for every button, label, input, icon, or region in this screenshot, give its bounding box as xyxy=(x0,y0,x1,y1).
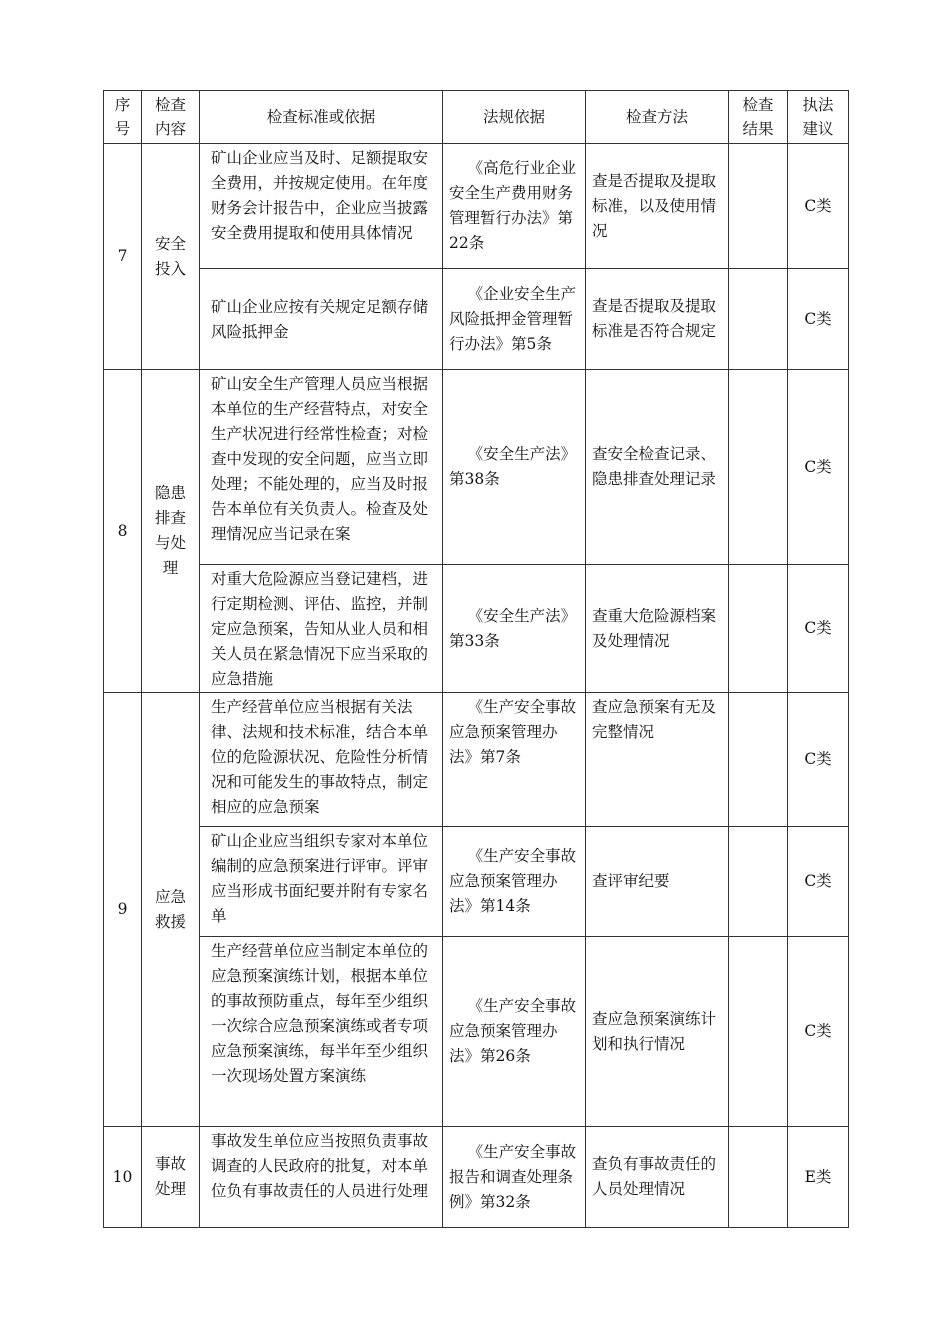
method-cell: 查是否提取及提取标准，以及使用情况 xyxy=(586,144,729,269)
table-row xyxy=(104,565,849,693)
table-row xyxy=(104,144,849,269)
table-row xyxy=(104,269,849,370)
content-cell: 事故处理 xyxy=(142,1127,200,1228)
inspection-table xyxy=(103,90,849,1228)
result-cell xyxy=(729,370,788,565)
standard-cell: 矿山企业应当及时、足额提取安全费用，并按规定使用。在年度财务会计报告中，企业应当披露安全费用提取和使用具体情况 xyxy=(200,144,443,269)
advice-cell: E类 xyxy=(788,1127,849,1228)
header-standard: 检查标准或依据 xyxy=(200,91,443,144)
content-cell: 应急救援 xyxy=(142,693,200,1127)
method-cell: 查是否提取及提取标准是否符合规定 xyxy=(586,269,729,370)
seq-cell: 8 xyxy=(104,370,142,693)
standard-cell: 事故发生单位应当按照负责事故调查的人民政府的批复，对本单位负有事故责任的人员进行处理 xyxy=(200,1127,443,1228)
law-cell: 《安全生产法》第38条 xyxy=(443,370,586,565)
standard-cell: 矿山企业应当组织专家对本单位编制的应急预案进行评审。评审应当形成书面纪要并附有专家名单 xyxy=(200,827,443,937)
header-advice: 执法建议 xyxy=(788,91,849,144)
header-method: 检查方法 xyxy=(586,91,729,144)
result-cell xyxy=(729,1127,788,1228)
header-seq: 序号 xyxy=(104,91,142,144)
method-cell: 查评审纪要 xyxy=(586,827,729,937)
content-cell: 安全投入 xyxy=(142,144,200,370)
law-cell: 《生产安全事故报告和调查处理条例》第32条 xyxy=(443,1127,586,1228)
advice-cell: C类 xyxy=(788,937,849,1127)
seq-cell: 7 xyxy=(104,144,142,370)
method-cell: 查负有事故责任的人员处理情况 xyxy=(586,1127,729,1228)
header-result: 检查结果 xyxy=(729,91,788,144)
header-row xyxy=(104,91,849,144)
advice-cell: C类 xyxy=(788,693,849,827)
standard-cell: 对重大危险源应当登记建档，进行定期检测、评估、监控，并制定应急预案，告知从业人员和相关人员在紧急情况下应当采取的应急措施 xyxy=(200,565,443,693)
method-cell: 查应急预案演练计划和执行情况 xyxy=(586,937,729,1127)
result-cell xyxy=(729,693,788,827)
header-law: 法规依据 xyxy=(443,91,586,144)
advice-cell: C类 xyxy=(788,565,849,693)
result-cell xyxy=(729,827,788,937)
result-cell xyxy=(729,269,788,370)
table-row xyxy=(104,1127,849,1228)
method-cell: 查应急预案有无及完整情况 xyxy=(586,693,729,827)
law-cell: 《安全生产法》第33条 xyxy=(443,565,586,693)
law-cell: 《生产安全事故应急预案管理办法》第7条 xyxy=(443,693,586,827)
law-cell: 《生产安全事故应急预案管理办法》第14条 xyxy=(443,827,586,937)
advice-cell: C类 xyxy=(788,827,849,937)
seq-cell: 9 xyxy=(104,693,142,1127)
content-cell: 隐患排查与处理 xyxy=(142,370,200,693)
standard-cell: 生产经营单位应当根据有关法律、法规和技术标准，结合本单位的危险源状况、危险性分析情况和可能发生的事故特点，制定相应的应急预案 xyxy=(200,693,443,827)
standard-cell: 生产经营单位应当制定本单位的应急预案演练计划，根据本单位的事故预防重点，每年至少组织一次综合应急预案演练或者专项应急预案演练，每半年至少组织一次现场处置方案演练 xyxy=(200,937,443,1127)
result-cell xyxy=(729,565,788,693)
table-row xyxy=(104,370,849,565)
header-content: 检查内容 xyxy=(142,91,200,144)
method-cell: 查安全检查记录、隐患排查处理记录 xyxy=(586,370,729,565)
result-cell xyxy=(729,144,788,269)
standard-cell: 矿山安全生产管理人员应当根据本单位的生产经营特点，对安全生产状况进行经常性检查；对检查中发现的安全问题，应当立即处理；不能处理的，应当及时报告本单位有关负责人。检查及处理情况应当记录在案 xyxy=(200,370,443,565)
table-row xyxy=(104,937,849,1127)
table-row xyxy=(104,827,849,937)
law-cell: 《生产安全事故应急预案管理办法》第26条 xyxy=(443,937,586,1127)
law-cell: 《高危行业企业安全生产费用财务管理暂行办法》第22条 xyxy=(443,144,586,269)
table-row xyxy=(104,693,849,827)
seq-cell: 10 xyxy=(104,1127,142,1228)
method-cell: 查重大危险源档案及处理情况 xyxy=(586,565,729,693)
advice-cell: C类 xyxy=(788,269,849,370)
advice-cell: C类 xyxy=(788,144,849,269)
result-cell xyxy=(729,937,788,1127)
advice-cell: C类 xyxy=(788,370,849,565)
standard-cell: 矿山企业应按有关规定足额存储风险抵押金 xyxy=(200,269,443,370)
law-cell: 《企业安全生产风险抵押金管理暂行办法》第5条 xyxy=(443,269,586,370)
